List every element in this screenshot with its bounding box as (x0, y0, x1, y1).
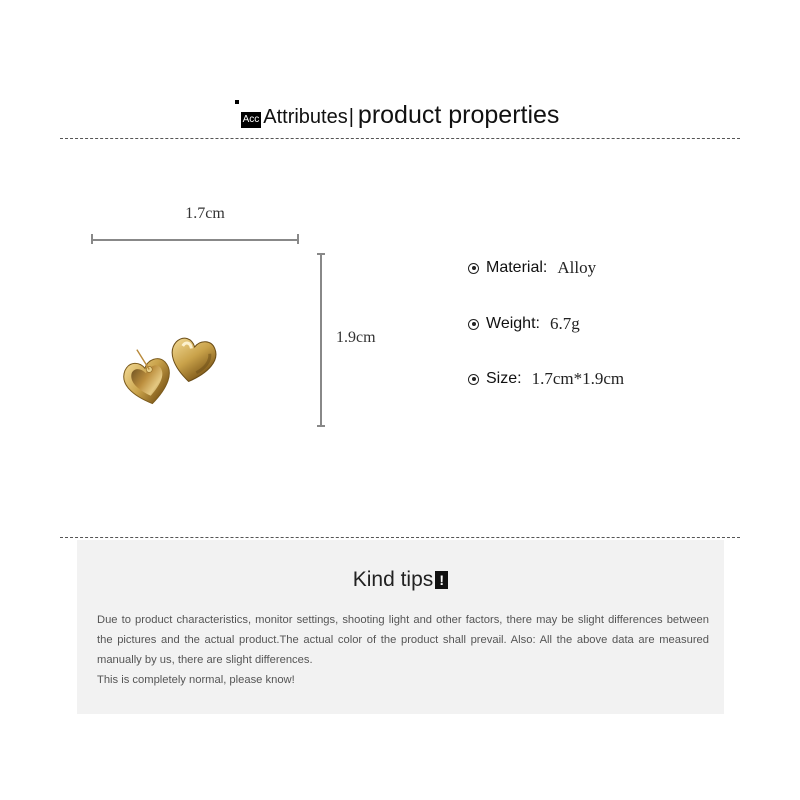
kind-tips-panel (77, 540, 724, 714)
divider-top (60, 138, 740, 139)
heart-earrings-image (105, 330, 230, 410)
property-value: 6.7g (549, 314, 580, 333)
property-value: 1.7cm*1.9cm (531, 369, 625, 388)
width-dimension-label: 1.7cm (185, 205, 225, 222)
bullet-circle-icon (468, 263, 479, 274)
property-material (468, 258, 596, 278)
width-dimension-cap-left (91, 234, 93, 244)
page-title: product properties (357, 101, 560, 129)
acc-tag: Acc (241, 112, 262, 128)
exclamation-icon: ! (435, 571, 448, 589)
attributes-heading: Attributes (263, 106, 348, 128)
kind-tips-text (97, 610, 709, 690)
height-dimension-cap-bottom (317, 425, 325, 427)
property-label: Size: (486, 370, 522, 387)
bullet-circle-icon (468, 374, 479, 385)
divider-bottom (60, 537, 740, 538)
property-label: Weight: (486, 315, 540, 332)
kind-tips-title: Kind tips (352, 568, 434, 591)
height-dimension-label: 1.9cm (336, 329, 376, 346)
kind-tips-heading (77, 568, 724, 592)
property-weight (468, 314, 580, 334)
section-header (0, 94, 800, 128)
height-dimension-line (320, 253, 322, 427)
property-label: Material: (486, 259, 548, 276)
tag-dot-icon (235, 100, 239, 104)
width-dimension-line (92, 239, 299, 241)
width-dimension-cap-right (297, 234, 299, 244)
property-size (468, 369, 624, 389)
heart-earring-front (167, 336, 218, 385)
bullet-circle-icon (468, 319, 479, 330)
property-value: Alloy (557, 258, 597, 277)
tips-paragraph: Due to product characteristics, monitor settings, shooting light and other factors, there may be slight differences between the pictures and the actual product.The actual color of the product shall prevail. Also: All the above data are measured manually by us, there are slight differences. (97, 614, 709, 666)
heading-separator: | (348, 106, 354, 128)
heart-earring-back (118, 344, 175, 408)
tips-paragraph: This is completely normal, please know! (97, 674, 295, 686)
height-dimension-cap-top (317, 253, 325, 255)
